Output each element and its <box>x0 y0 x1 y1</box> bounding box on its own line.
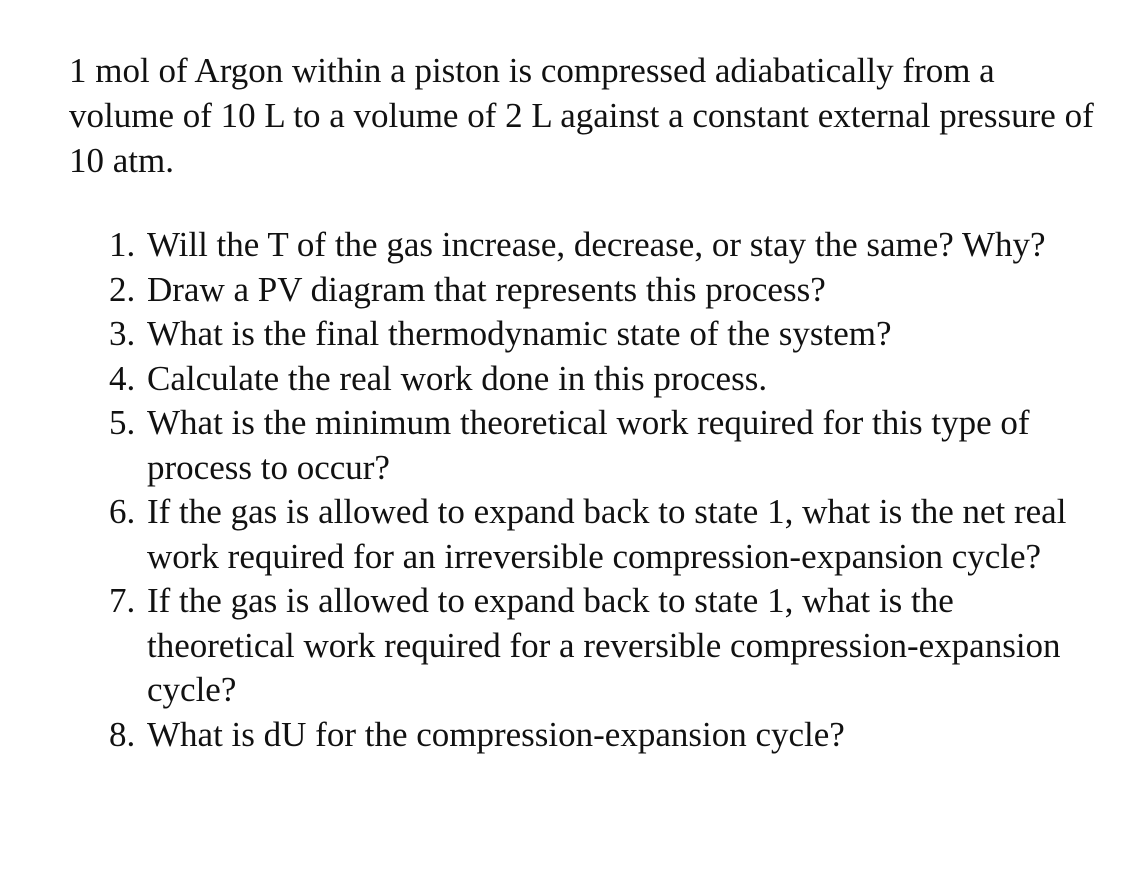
question-number: 4. <box>109 358 136 398</box>
question-number: 6. <box>109 492 136 531</box>
question-item <box>109 713 1099 758</box>
problem-statement: 1 mol of Argon within a piston is compressed adiabatically from a volume of 10 L to a volume of 2 L against a constant external pressure of 10 atm. <box>69 51 1094 180</box>
question-text: What is dU for the compression-expansion cycle? <box>147 714 845 754</box>
question-text: Will the T of the gas increase, decrease, or stay the same? Why? <box>147 225 1046 264</box>
question-item <box>109 268 1099 313</box>
question-item <box>109 223 1099 268</box>
question-number: 8. <box>109 714 136 754</box>
question-number: 2. <box>109 269 136 309</box>
question-item <box>109 312 1099 357</box>
question-text: If the gas is allowed to expand back to state 1, what is the net real work required for an irreversible compression-expansion cycle? <box>147 492 1067 576</box>
question-item <box>109 401 1099 490</box>
question-text: Calculate the real work done in this process. <box>147 358 768 398</box>
question-number: 3. <box>109 314 136 353</box>
question-item <box>109 357 1099 402</box>
question-text: Draw a PV diagram that represents this process? <box>147 269 826 309</box>
question-text: If the gas is allowed to expand back to state 1, what is the theoretical work required for a reversible compression-expansion cycle? <box>147 581 1061 709</box>
question-text: What is the minimum theoretical work required for this type of process to occur? <box>147 403 1030 487</box>
question-number: 1. <box>109 225 136 264</box>
question-list <box>109 223 1099 757</box>
question-text: What is the final thermodynamic state of the system? <box>147 314 892 353</box>
question-item <box>109 490 1099 579</box>
question-number: 7. <box>109 581 136 620</box>
question-number: 5. <box>109 403 136 442</box>
question-item <box>109 579 1099 713</box>
problem-document <box>69 48 1099 754</box>
